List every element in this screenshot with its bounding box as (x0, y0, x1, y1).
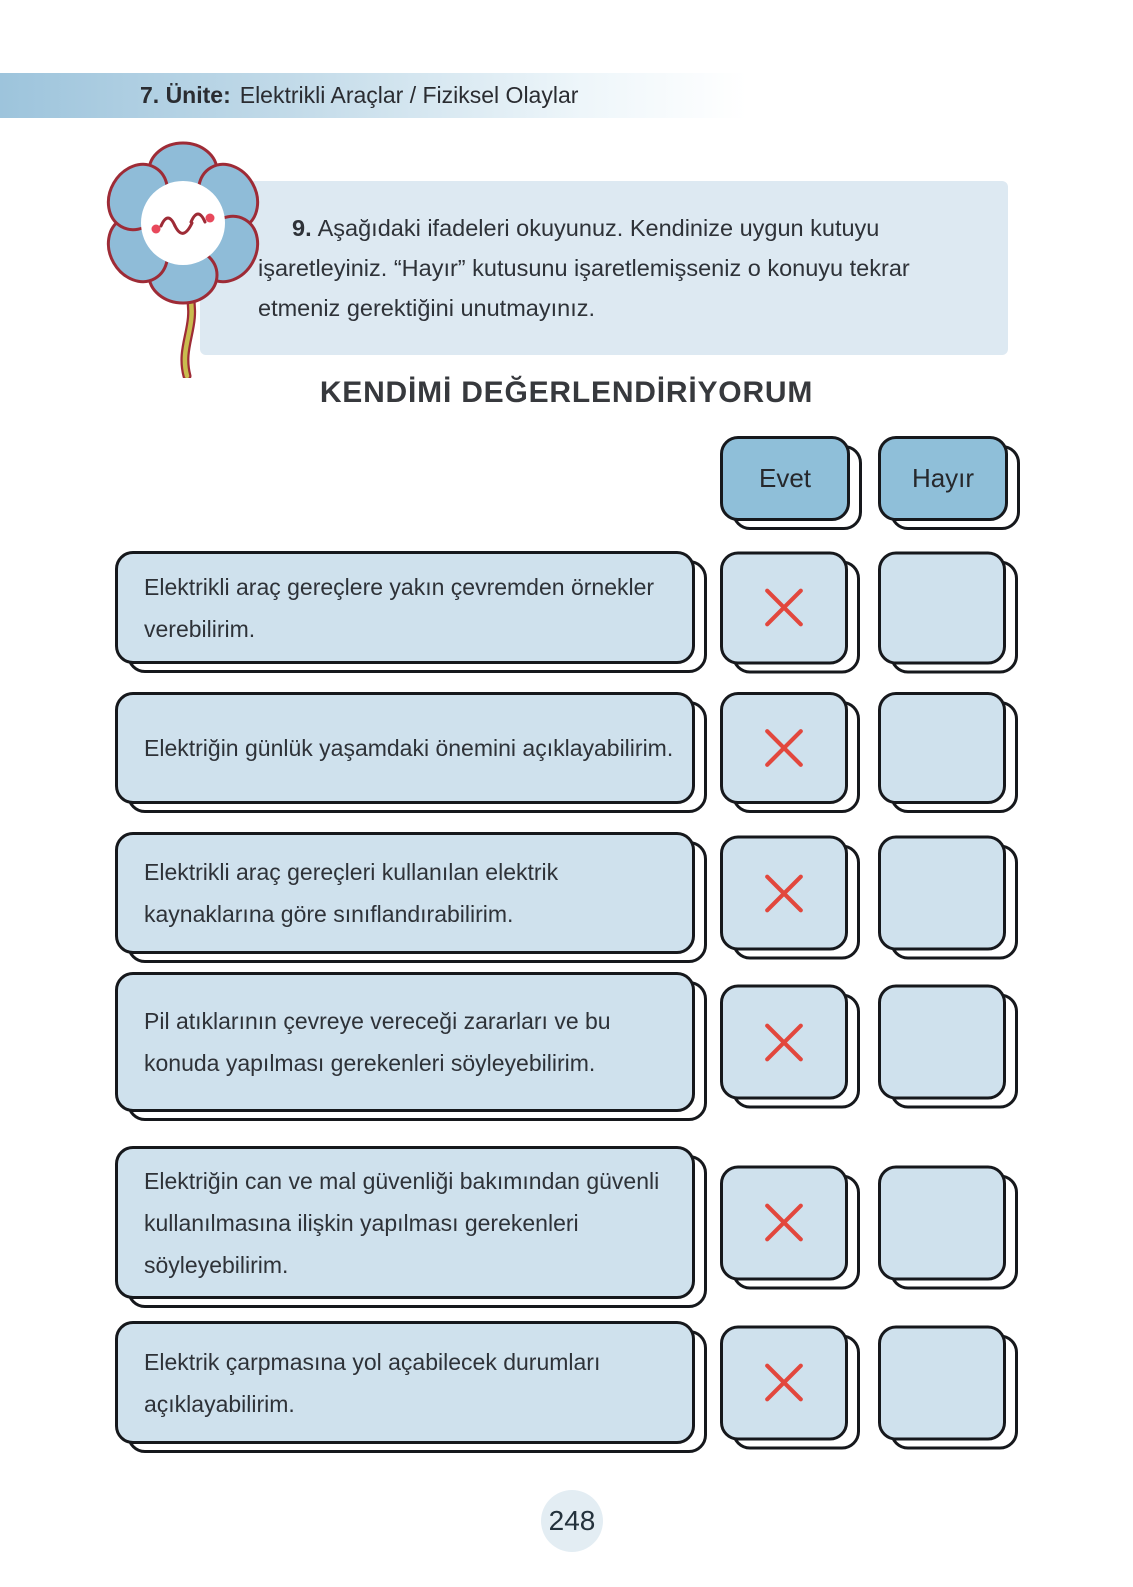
statement-box (115, 972, 695, 1112)
statement-box (115, 1321, 695, 1444)
hayir-checkbox[interactable] (878, 1325, 1006, 1440)
statement-text: Pil atıklarının çevreye vereceği zararları ve bu konuda yapılması gerekenleri söyleyebilirim. (144, 1008, 611, 1076)
statement-text: Elektrikli araç gereçleri kullanılan elektrik kaynaklarına göre sınıflandırabilirim. (144, 859, 559, 927)
evaluation-row (115, 1146, 1020, 1299)
page-number-badge (541, 1490, 603, 1552)
column-header-evet (720, 436, 850, 521)
evet-checkbox[interactable] (720, 692, 848, 804)
instruction-text: Aşağıdaki ifadeleri okuyunuz. Kendinize uygun kutuyu işaretleyiniz. “Hayır” kutusunu işaretlemişseniz o konuyu tekrar etmeniz gerektiğini unutmayınız. (258, 215, 910, 321)
hayir-checkbox[interactable] (878, 692, 1006, 804)
statement-text: Elektrikli araç gereçlere yakın çevremden örnekler verebilirim. (144, 573, 655, 642)
evet-checkbox[interactable] (720, 985, 848, 1100)
statement-box (115, 551, 695, 664)
x-mark-icon (756, 865, 812, 921)
evet-checkbox[interactable] (720, 1325, 848, 1440)
evaluation-row (115, 1321, 1020, 1444)
evet-checkbox[interactable] (720, 551, 848, 664)
evaluation-row (115, 551, 1020, 664)
unit-label: 7. Ünite: (140, 82, 231, 108)
evet-checkbox[interactable] (720, 836, 848, 951)
x-mark-icon (756, 720, 812, 776)
hayir-header-label: Hayır (911, 463, 975, 493)
hayir-checkbox[interactable] (878, 836, 1006, 951)
evaluation-row (115, 692, 1020, 804)
evaluation-row (115, 832, 1020, 954)
unit-title: Elektrikli Araçlar / Fiziksel Olaylar (239, 82, 579, 108)
evaluation-row (115, 972, 1020, 1112)
statement-text: Elektriğin can ve mal güvenliği bakımından güvenli kullanılmasına ilişkin yapılması gerekenleri söyleyebilirim. (144, 1167, 660, 1278)
statement-text: Elektriğin günlük yaşamdaki önemini açıklayabilirim. (144, 735, 674, 761)
statement-text: Elektrik çarpmasına yol açabilecek durumları açıklayabilirim. (144, 1348, 601, 1417)
hayir-checkbox[interactable] (878, 985, 1006, 1100)
evet-checkbox[interactable] (720, 1165, 848, 1280)
unit-header-bar (0, 73, 747, 118)
column-header-hayir (878, 436, 1008, 521)
x-mark-icon (756, 1355, 812, 1411)
x-mark-icon (756, 580, 812, 636)
hayir-checkbox[interactable] (878, 551, 1006, 664)
instruction-box (200, 181, 1008, 355)
evet-header-label: Evet (758, 463, 812, 493)
page-title: KENDİMİ DEĞERLENDİRİYORUM (319, 376, 814, 409)
statement-box (115, 1146, 695, 1299)
x-mark-icon (756, 1195, 812, 1251)
flower-mascot-icon (93, 138, 275, 378)
statement-box (115, 692, 695, 804)
statement-box (115, 832, 695, 954)
page-number: 248 (548, 1505, 596, 1536)
question-number: 9. (292, 215, 312, 241)
x-mark-icon (756, 1014, 812, 1070)
hayir-checkbox[interactable] (878, 1165, 1006, 1280)
